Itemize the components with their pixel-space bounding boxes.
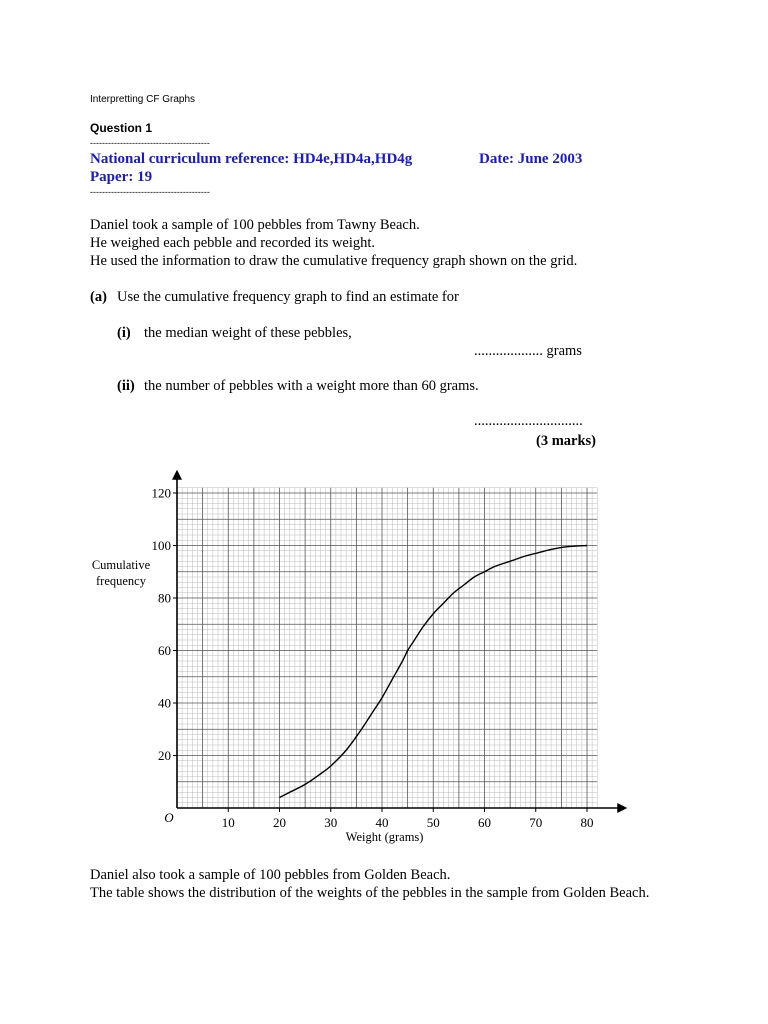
- y-tick-label: 80: [158, 590, 171, 606]
- y-axis-arrow: [172, 470, 182, 480]
- x-tick-label: 60: [478, 815, 491, 830]
- part-a-ii-label: (ii): [117, 378, 135, 394]
- part-a-i-text: the median weight of these pebbles,: [144, 325, 352, 341]
- topic-title: Interpretting CF Graphs: [90, 94, 196, 105]
- cumulative-frequency-chart: [0, 455, 768, 855]
- x-tick-label: 80: [580, 815, 594, 830]
- part-a-label: (a): [90, 289, 107, 305]
- x-axis-arrow: [617, 803, 627, 813]
- footer-line-2: The table shows the distribution of the weights of the pebbles in the sample from Golden Beach.: [90, 885, 650, 901]
- divider-bottom: ----------------------------------------: [90, 187, 210, 197]
- x-tick-label: 10: [221, 815, 235, 830]
- part-a-ii-text: the number of pebbles with a weight more than 60 grams.: [144, 378, 479, 394]
- paper-number: Paper: 19: [90, 169, 153, 185]
- y-tick-label: 40: [158, 695, 171, 711]
- footer-line-1: Daniel also took a sample of 100 pebbles from Golden Beach.: [90, 867, 451, 883]
- x-tick-label: 50: [426, 815, 440, 830]
- y-tick-label: 20: [158, 748, 171, 763]
- x-tick-label: 70: [529, 815, 543, 830]
- marks-label: (3 marks): [536, 433, 597, 449]
- y-tick-label: 60: [158, 643, 171, 658]
- axes: [172, 470, 627, 813]
- question-number: Question 1: [90, 121, 153, 135]
- x-tick-label: 20: [273, 815, 286, 830]
- intro-line-3: He used the information to draw the cumulative frequency graph shown on the grid.: [90, 253, 578, 269]
- origin-label: O: [164, 810, 174, 825]
- x-tick-label: 30: [324, 815, 338, 830]
- y-tick-label: 120: [151, 485, 171, 501]
- part-a-i-label: (i): [117, 325, 131, 341]
- curriculum-reference: National curriculum reference: HD4e,HD4a,HD4g: [90, 151, 413, 167]
- y-tick-label: 100: [151, 538, 171, 553]
- intro-line-2: He weighed each pebble and recorded its weight.: [90, 235, 376, 251]
- y-axis-label-line-1: Cumulative: [91, 558, 151, 573]
- part-a-text: Use the cumulative frequency graph to find an estimate for: [117, 289, 459, 305]
- x-tick-label: 40: [375, 815, 389, 830]
- y-axis-label-line-2: frequency: [96, 573, 146, 588]
- x-axis-label: Weight (grams): [345, 830, 424, 844]
- answer-line-median[interactable]: ................... grams: [474, 343, 582, 359]
- exam-date: Date: June 2003: [479, 151, 583, 167]
- minor-grid: [177, 488, 597, 808]
- answer-line-count[interactable]: ..............................: [474, 413, 583, 429]
- intro-line-1: Daniel took a sample of 100 pebbles from Tawny Beach.: [90, 217, 420, 233]
- divider-top: ----------------------------------------: [90, 138, 210, 148]
